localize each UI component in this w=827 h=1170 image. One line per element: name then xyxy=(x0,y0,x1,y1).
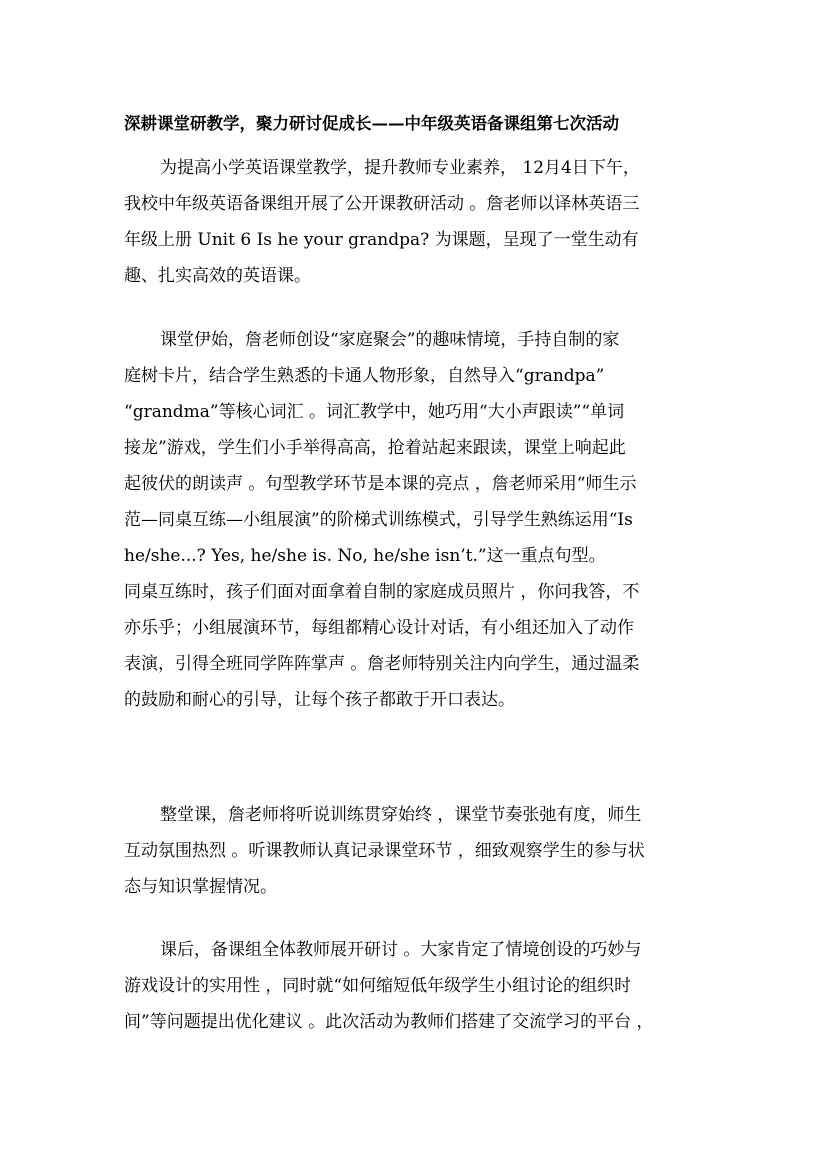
text-line: 为提高小学英语课堂教学，提升教师专业素养， 12月4日下午， xyxy=(160,158,640,178)
paragraph-4 xyxy=(124,932,708,1040)
text-line: 间”等问题提出优化建议 。此次活动为教师们搭建了交流学习的平台 ， xyxy=(124,1012,654,1032)
text-line: 表演，引得全班同学阵阵掌声 。詹老师特别关注内向学生，通过温柔 xyxy=(124,654,640,674)
text-line: 接龙”游戏，学生们小手举得高高，抢着站起来跟读，课堂上响起此 xyxy=(124,438,626,458)
text-line: 范—同桌互练—小组展演”的阶梯式训练模式，引导学生熟练运用“Is xyxy=(124,510,633,530)
paragraph-3 xyxy=(124,797,708,905)
text-line: 课后，备课组全体教师展开研讨 。大家肯定了情境创设的巧妙与 xyxy=(160,940,642,960)
text-line: 整堂课，詹老师将听说训练贯穿始终 ，课堂节奏张弛有度，师生 xyxy=(160,805,642,825)
article-title: 深耕课堂研教学，聚力研讨促成长——中年级英语备课组第七次活动 xyxy=(124,114,619,133)
text-line: 互动氛围热烈 。听课教师认真记录课堂环节 ，细致观察学生的参与状 xyxy=(124,841,645,861)
text-line: 趣、扎实高效的英语课。 xyxy=(124,266,311,286)
text-line: 起彼伏的朗读声 。句型教学环节是本课的亮点 ，詹老师采用“师生示 xyxy=(124,474,637,494)
text-line: 课堂伊始，詹老师创设“家庭聚会”的趣味情境，手持自制的家 xyxy=(160,330,620,350)
text-line: 我校中年级英语备课组开展了公开课教研活动 。詹老师以译林英语三 xyxy=(124,194,640,214)
paragraph-1 xyxy=(124,150,708,294)
text-line: “grandma”等核心词汇 。词汇教学中，她巧用“大小声跟读”“单词 xyxy=(124,402,625,422)
text-line: 年级上册 Unit 6 Is he your grandpa? 为课题，呈现了一堂生动有 xyxy=(124,230,639,250)
text-line: 同桌互练时，孩子们面对面拿着自制的家庭成员照片 ，你问我答，不 xyxy=(124,582,640,602)
paragraph-2 xyxy=(124,322,708,718)
text-line: 庭树卡片，结合学生熟悉的卡通人物形象，自然导入“grandpa” xyxy=(124,366,605,386)
text-line: 亦乐乎；小组展演环节，每组都精心设计对话，有小组还加入了动作 xyxy=(124,618,634,638)
text-line: he/she...? Yes, he/she is. No, he/she isn’t.”这一重点句型。 xyxy=(124,546,606,566)
text-line: 态与知识掌握情况。 xyxy=(124,877,277,897)
text-line: 的鼓励和耐心的引导，让每个孩子都敢于开口表达。 xyxy=(124,690,515,710)
text-line: 游戏设计的实用性 ，同时就“如何缩短低年级学生小组讨论的组织时 xyxy=(124,976,632,996)
